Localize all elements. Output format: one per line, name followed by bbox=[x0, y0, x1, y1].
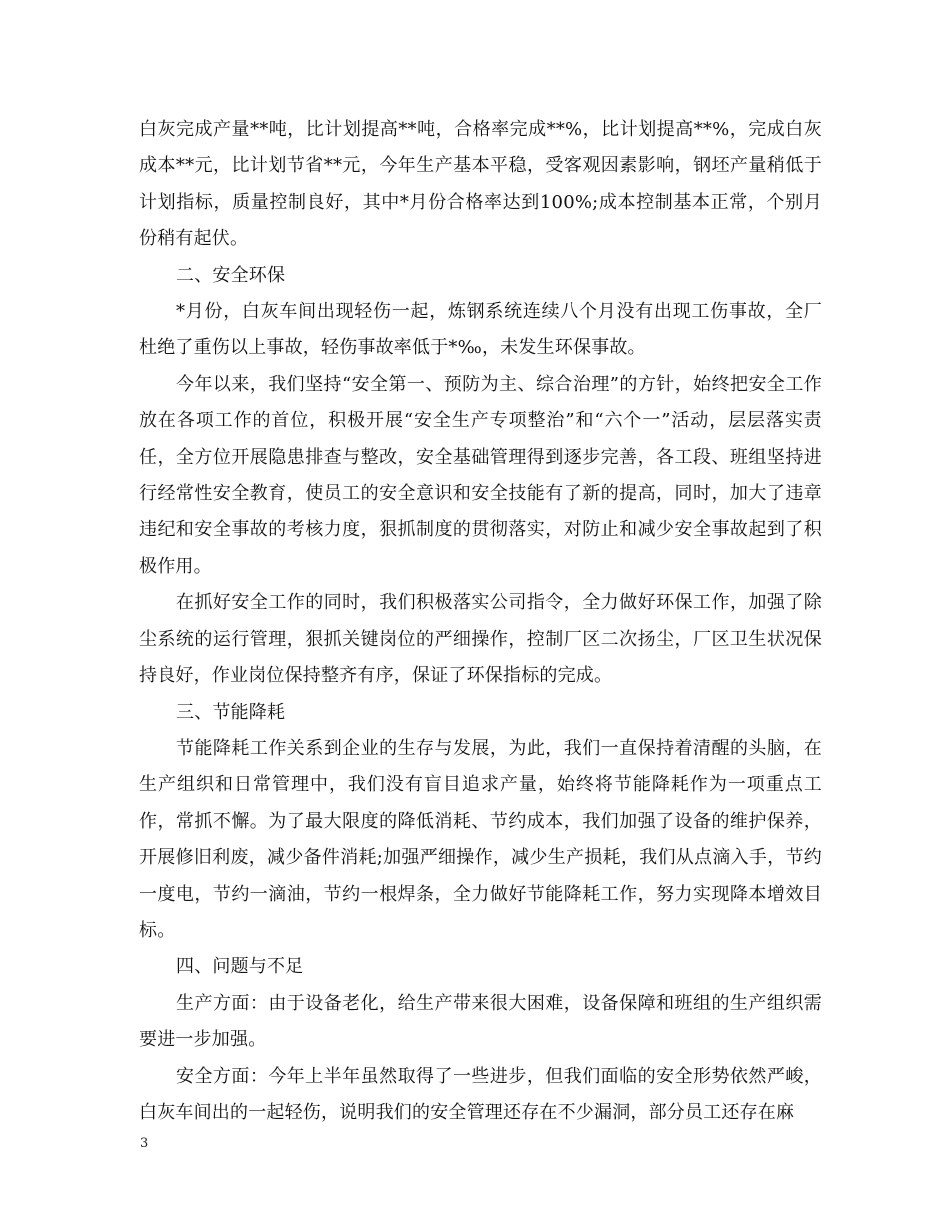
paragraph-energy-saving: 节能降耗工作关系到企业的生存与发展，为此，我们一直保持着清醒的头脑，在生产组织和日常管理中，我们没有盲目追求产量，始终将节能降耗作为一项重点工作，常抓不懈。为了最大限度的降低消耗、节约成本，我们加强了设备的维护保养，开展修旧利废，减少备件消耗;加强严细操作，减少生产损耗，我们从点滴入手，节约一度电，节约一滴油，节约一根焊条，全力做好节能降耗工作，努力实现降本增效目标。 bbox=[139, 737, 822, 941]
paragraph-safety-policy: 今年以来，我们坚持“安全第一、预防为主、综合治理”的方针，始终把安全工作放在各项工作的首位，积极开展“安全生产专项整治”和“六个一”活动，层层落实责任，全方位开展隐患排查与整改，安全基础管理得到逐步完善，各工段、班组坚持进行经常性安全教育，使员工的安全意识和安全技能有了新的提高，同时，加大了违章违纪和安全事故的考核力度，狠抓制度的贯彻落实，对防止和减少安全事故起到了积极作用。 bbox=[139, 373, 822, 577]
document-body bbox=[139, 112, 822, 1131]
paragraph-output-summary: 白灰完成产量**吨，比计划提高**吨，合格率完成**%，比计划提高**%，完成白灰成本**元，比计划节省**元，今年生产基本平稳，受客观因素影响，钢坯产量稍低于计划指标，质量控制良好，其中*月份合格率达到100%;成本控制基本正常，个别月份稍有起伏。 bbox=[139, 119, 822, 250]
paragraph-safety-issues: 安全方面：今年上半年虽然取得了一些进步，但我们面临的安全形势依然严峻，白灰车间出的一起轻伤，说明我们的安全管理还存在不少漏洞，部分员工还存在麻 bbox=[139, 1065, 822, 1123]
paragraph-production-issues: 生产方面：由于设备老化，给生产带来很大困难，设备保障和班组的生产组织需要进一步加强。 bbox=[139, 992, 822, 1051]
section-heading-energy: 三、节能降耗 bbox=[176, 701, 286, 723]
section-heading-issues: 四、问题与不足 bbox=[176, 956, 304, 978]
paragraph-safety-record: *月份，白灰车间出现轻伤一起，炼钢系统连续八个月没有出现工伤事故，全厂杜绝了重伤以上事故，轻伤事故率低于*‰，未发生环保事故。 bbox=[139, 301, 822, 359]
section-heading-safety: 二、安全环保 bbox=[176, 264, 286, 286]
paragraph-environment: 在抓好安全工作的同时，我们积极落实公司指令，全力做好环保工作，加强了除尘系统的运行管理，狠抓关键岗位的严细操作，控制厂区二次扬尘，厂区卫生状况保持良好，作业岗位保持整齐有序，保证了环保指标的完成。 bbox=[139, 592, 822, 687]
page-number: 3 bbox=[140, 1136, 149, 1151]
